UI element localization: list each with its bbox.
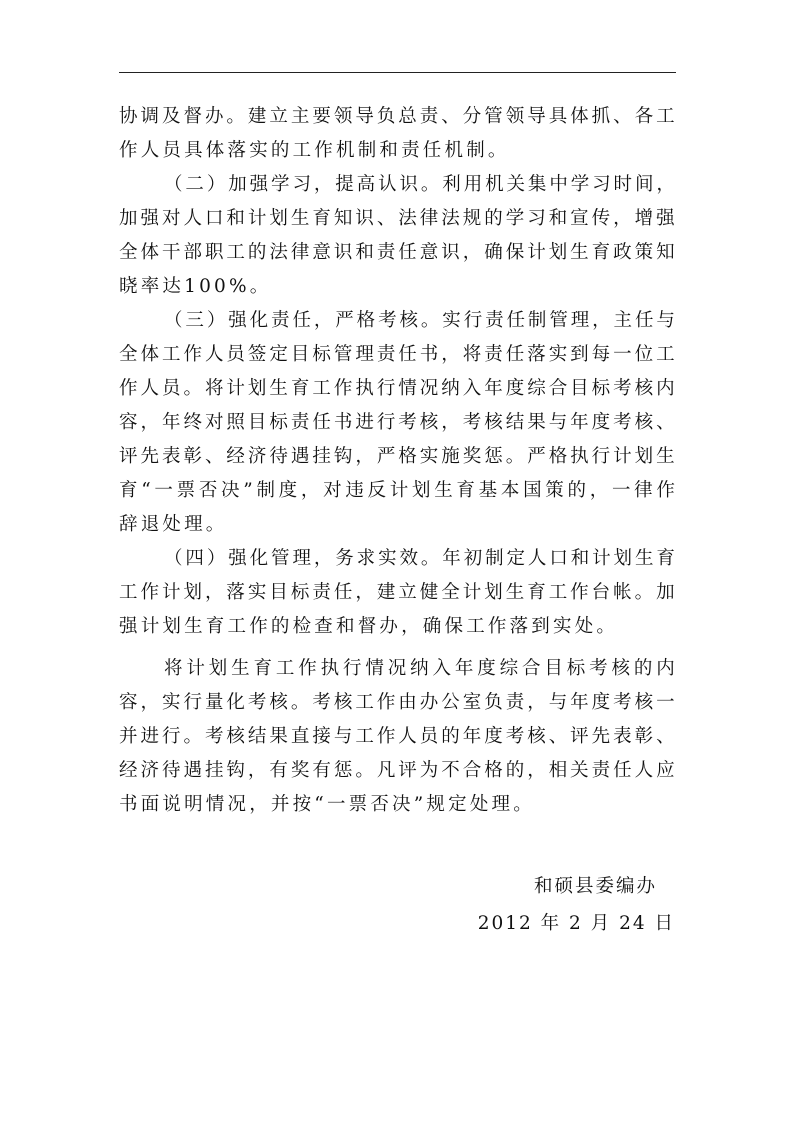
- text-line: 辞退处理。: [119, 514, 228, 535]
- paragraph: [119, 542, 675, 644]
- text-line: 晓率达100%。: [119, 276, 272, 297]
- paragraph-gap: [119, 644, 675, 652]
- text-line: 容 ， 年 终 对 照 目 标 责 任 书 进 行 考 核 ， 考 核 结 果 与 年 度 考 核 、: [119, 412, 675, 433]
- text-line: 评 先 表 彰 、 经 济 待 遇 挂 钩 ， 严 格 实 施 奖 惩 。 严 格 执 行 计 划 生: [119, 446, 675, 467]
- paragraph: [119, 304, 675, 542]
- text-line: 加 强 对 人 口 和 计 划 生 育 知 识 、 法 律 法 规 的 学 习 和 宣 传 ， 增 强: [119, 208, 675, 229]
- text-line: 工 作 计 划 ， 落 实 目 标 责 任 ， 建 立 健 全 计 划 生 育 工 作 台 帐 。 加: [119, 582, 675, 603]
- text-line: 全 体 工 作 人 员 签 定 目 标 管 理 责 任 书 ， 将 责 任 落 实 到 每 一 位 工: [119, 344, 675, 365]
- text-line: 书面说明情况，并按“一票否决”规定处理。: [119, 794, 535, 815]
- text-line: 经 济 待 遇 挂 钩 ， 有 奖 有 惩 。 凡 评 为 不 合 格 的 ， 相 关 责 任 人 应: [119, 760, 675, 781]
- text-line: （ 二 ） 加 强 学 习 ， 提 高 认 识 。 利 用 机 关 集 中 学 习 时 间 ，: [164, 174, 675, 195]
- text-line: 并 进 行 。 考 核 结 果 直 接 与 工 作 人 员 的 年 度 考 核 、 评 先 表 彰 、: [119, 726, 675, 747]
- document-body: [119, 100, 675, 822]
- text-line: 将 计 划 生 育 工 作 执 行 情 况 纳 入 年 度 综 合 目 标 考 核 的 内: [164, 658, 675, 679]
- text-line: 作 人 员 。 将 计 划 生 育 工 作 执 行 情 况 纳 入 年 度 综 合 目 标 考 核 内: [119, 378, 675, 399]
- text-line: 育 “ 一 票 否 决 ” 制 度 ， 对 违 反 计 划 生 育 基 本 国 策 的 ， 一 律 作: [119, 480, 675, 501]
- text-line: 协 调 及 督 办 。 建 立 主 要 领 导 负 总 责 、 分 管 领 导 具 体 抓 、 各 工: [119, 106, 675, 127]
- paragraph: [119, 652, 675, 822]
- paragraph: [119, 168, 675, 304]
- header-rule: [119, 72, 676, 73]
- signature-date: 2012 年 2 月 24 日: [477, 913, 675, 934]
- paragraph: [119, 100, 675, 168]
- text-line: 强计划生育工作的检查和督办，确保工作落到实处。: [119, 616, 619, 637]
- text-line: 作人员具体落实的工作机制和责任机制。: [119, 140, 510, 161]
- text-line: 容 ， 实 行 量 化 考 核 。 考 核 工 作 由 办 公 室 负 责 ， 与 年 度 考 核 一: [119, 692, 675, 713]
- signature-organization: 和硕县委编办: [533, 876, 657, 897]
- text-line: 全 体 干 部 职 工 的 法 律 意 识 和 责 任 意 识 ， 确 保 计 划 生 育 政 策 知: [119, 242, 675, 263]
- text-line: （ 三 ） 强 化 责 任 ， 严 格 考 核 。 实 行 责 任 制 管 理 ， 主 任 与: [164, 310, 675, 331]
- text-line: （ 四 ） 强 化 管 理 ， 务 求 实 效 。 年 初 制 定 人 口 和 计 划 生 育: [164, 548, 675, 569]
